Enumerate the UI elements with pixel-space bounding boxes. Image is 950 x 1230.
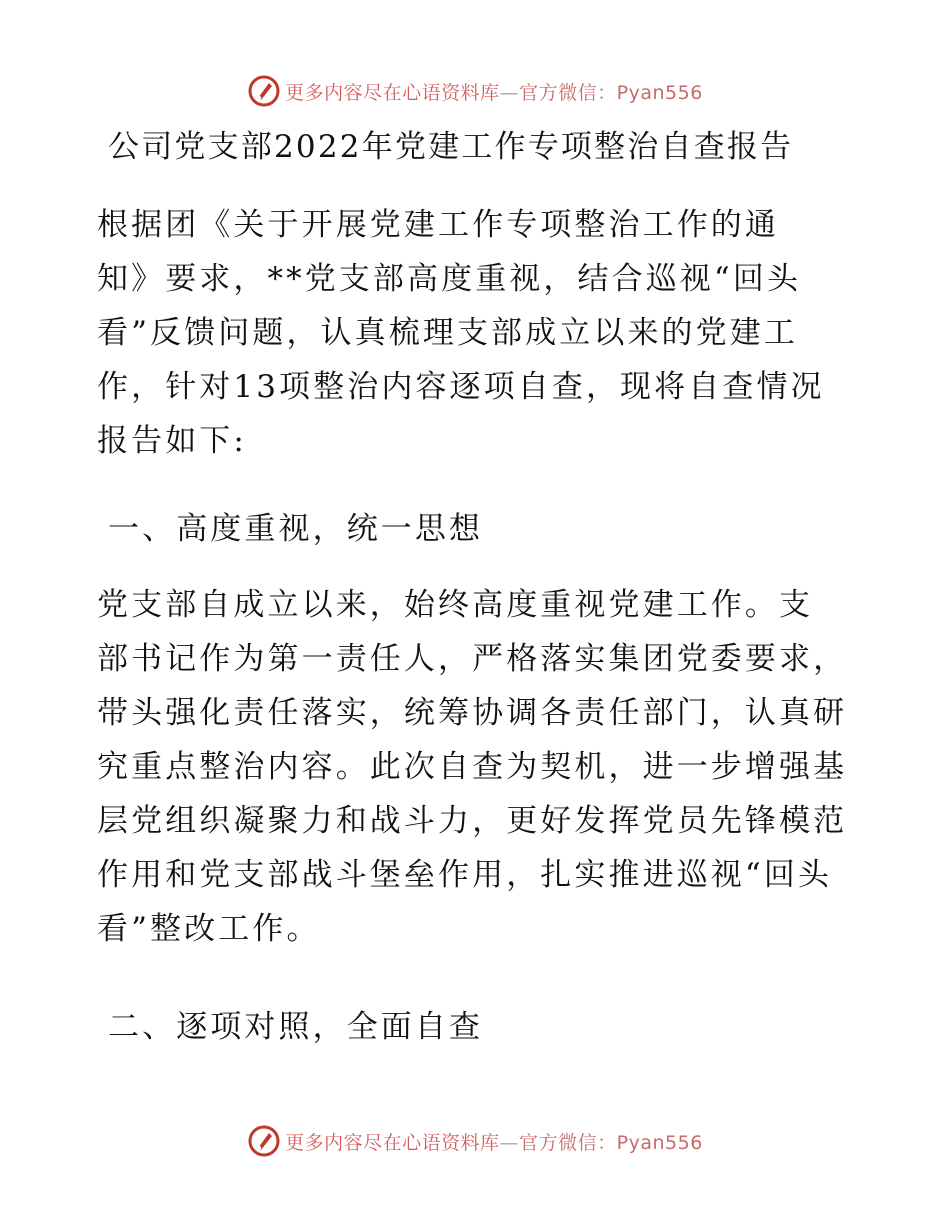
paragraph-line: 报告如下: <box>97 423 247 459</box>
pen-nib-logo-icon <box>247 74 281 108</box>
section-1-heading: 一、高度重视，统一思想 <box>108 511 484 547</box>
paragraph-line: 作用和党支部战斗堡垒作用，扎实推进巡视“回头 <box>97 857 833 893</box>
section-2-heading: 二、逐项对照，全面自查 <box>108 1009 484 1045</box>
watermark-text: 更多内容尽在心语资料库—官方微信：Pyan556 <box>285 81 703 104</box>
paragraph-line: 知》要求，**党支部高度重视，结合巡视“回头 <box>97 261 802 297</box>
intro-paragraph <box>97 198 857 468</box>
header-watermark <box>0 71 950 111</box>
paragraph-line: 看”整改工作。 <box>97 911 321 947</box>
paragraph-line: 看”反馈问题，认真梳理支部成立以来的党建工 <box>97 315 798 351</box>
paragraph-line: 层党组织凝聚力和战斗力，更好发挥党员先锋模范 <box>97 803 848 839</box>
paragraph-line: 究重点整治内容。此次自查为契机，进一步增强基 <box>97 749 848 785</box>
pen-nib-logo-icon <box>247 1124 281 1158</box>
section-1-paragraph <box>97 578 857 956</box>
paragraph-line: 作，针对13项整治内容逐项自查，现将自查情况 <box>97 369 825 405</box>
paragraph-line: 带头强化责任落实，统筹协调各责任部门，认真研 <box>97 695 848 731</box>
paragraph-line: 党支部自成立以来，始终高度重视党建工作。支 <box>97 587 814 623</box>
paragraph-line: 根据团《关于开展党建工作专项整治工作的通 <box>97 207 779 243</box>
document-title: 公司党支部2022年党建工作专项整治自查报告 <box>108 129 794 165</box>
watermark-text: 更多内容尽在心语资料库—官方微信：Pyan556 <box>285 1131 703 1154</box>
paragraph-line: 部书记作为第一责任人，严格落实集团党委要求， <box>97 641 848 677</box>
footer-watermark <box>0 1121 950 1161</box>
